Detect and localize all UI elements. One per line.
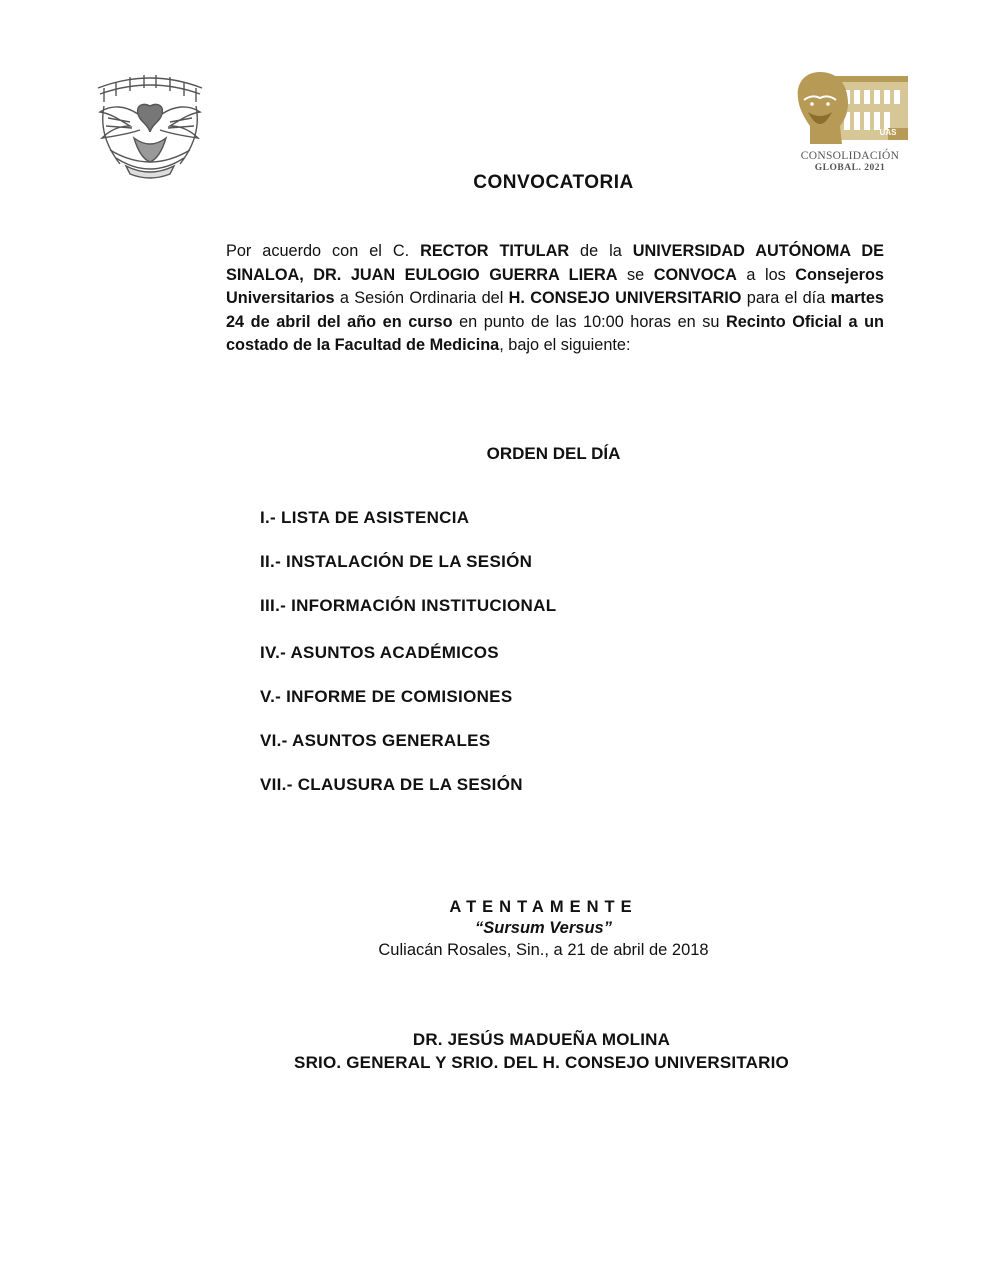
agenda-item: VI.- ASUNTOS GENERALES <box>260 731 491 750</box>
intro-bold-text: CONVOCA <box>653 265 737 284</box>
intro-text: se <box>617 265 654 284</box>
anniversary-logo <box>790 66 910 178</box>
intro-text: de la <box>569 242 633 260</box>
intro-text: para el día <box>741 289 831 307</box>
intro-bold-text: RECTOR TITULAR <box>420 242 570 260</box>
signatory-position: SRIO. GENERAL Y SRIO. DEL H. CONSEJO UNIVERSITARIO <box>294 1053 789 1072</box>
uas-eagle-crest-icon <box>90 66 210 184</box>
intro-text: en punto de las 10:00 horas en su <box>452 312 726 331</box>
signature-block <box>0 1028 992 1074</box>
intro-bold-text: Recinto Oficial a un costado de la Facultad de Medicina <box>226 312 884 354</box>
intro-bold-text: martes 24 de abril del año en curso <box>226 289 884 331</box>
intro-text: a los <box>736 265 796 284</box>
agenda-item: V.- INFORME DE COMISIONES <box>260 687 513 706</box>
agenda-item: III.- INFORMACIÓN INSTITUCIONAL <box>260 596 557 615</box>
agenda-item: VII.- CLAUSURA DE LA SESIÓN <box>260 775 523 794</box>
salutation: ATENTAMENTE <box>449 898 638 916</box>
logo-caption-line1: CONSOLIDACIÓN <box>800 150 900 162</box>
agenda-title: ORDEN DEL DÍA <box>486 444 621 463</box>
intro-bold-text: UNIVERSIDAD AUTÓNOMA DE SINALOA, DR. JUAN EULOGIO GUERRA LIERA <box>226 242 885 284</box>
intro-text: Por acuerdo con el C. <box>226 242 421 260</box>
intro-text: , bajo el siguiente: <box>499 336 631 354</box>
agenda-item: I.- LISTA DE ASISTENCIA <box>260 508 470 527</box>
agenda-item: IV.- ASUNTOS ACADÉMICOS <box>260 643 499 662</box>
anniversary-badge: UAS <box>879 128 897 137</box>
agenda-item: II.- INSTALACIÓN DE LA SESIÓN <box>260 552 533 571</box>
intro-bold-text: H. CONSEJO UNIVERSITARIO <box>508 289 742 307</box>
uas-anniversary-logo-icon <box>790 66 910 150</box>
signatory-name: DR. JESÚS MADUEÑA MOLINA <box>412 1030 671 1049</box>
intro-paragraph <box>226 240 884 358</box>
intro-text: a Sesión Ordinaria del <box>334 289 509 307</box>
intro-bold-text: Consejeros Universitarios <box>226 265 884 307</box>
university-crest-logo <box>90 66 210 184</box>
logo-caption-line2: GLOBAL. 2021 <box>814 163 886 173</box>
motto: “Sursum Versus” <box>475 919 612 937</box>
place-date: Culiacán Rosales, Sin., a 21 de abril de 2018 <box>378 941 709 959</box>
document-title: CONVOCATORIA <box>473 172 634 193</box>
closing-block <box>0 896 992 962</box>
